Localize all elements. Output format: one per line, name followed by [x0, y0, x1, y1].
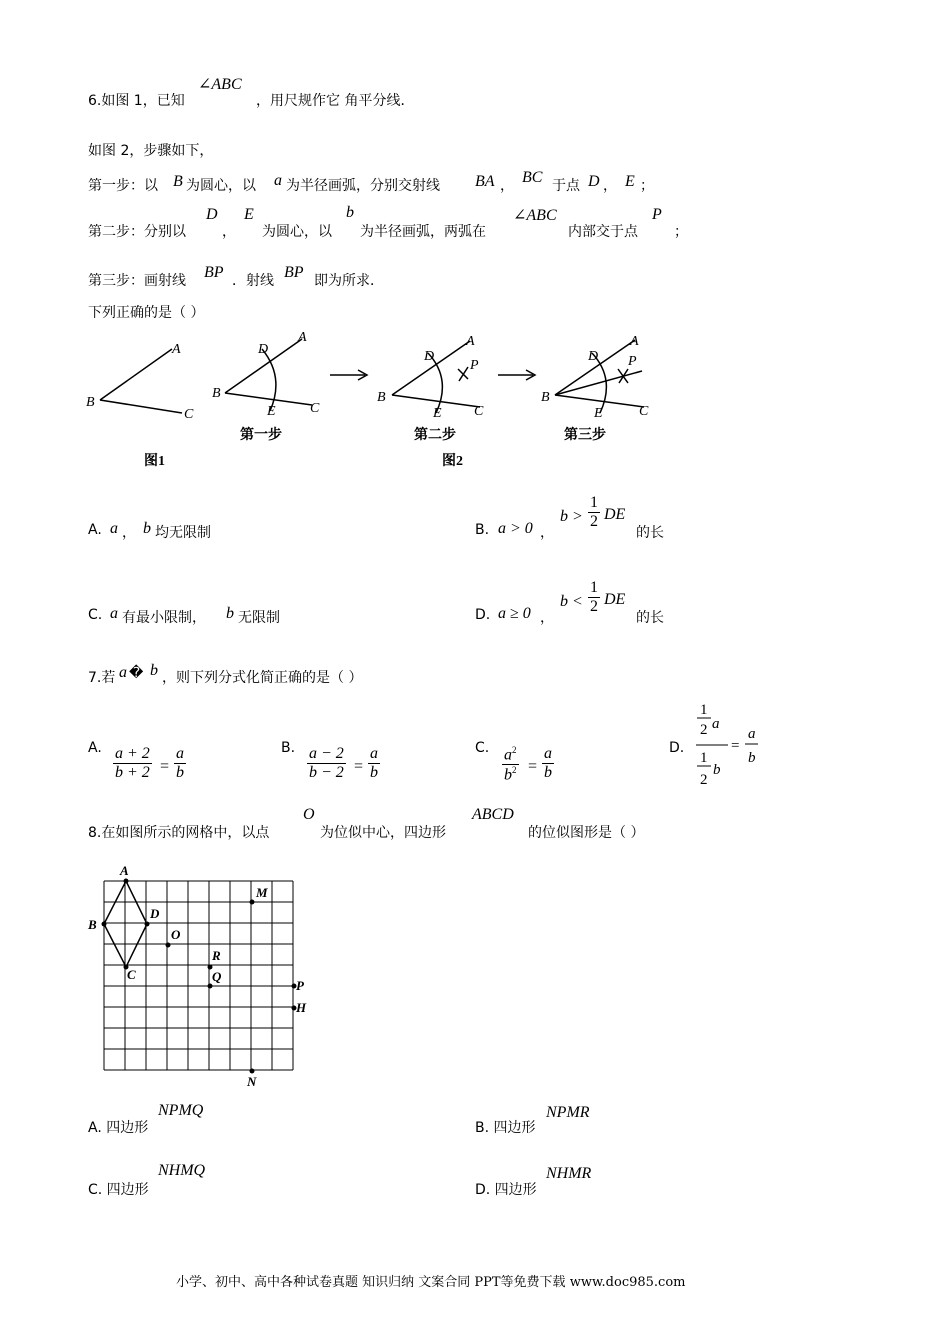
label-r: R [212, 948, 221, 963]
q7-garbled-symbol: � [129, 665, 144, 681]
math-condition: a ≥ 0 [498, 605, 531, 622]
math-b-point: B [173, 173, 183, 190]
equals-sign: = [731, 738, 740, 754]
math-inequality: b > [560, 508, 583, 525]
q8-text: 为位似中心，四边形 [320, 825, 446, 841]
step2-label-d: D [424, 349, 435, 364]
equals-sign: = [160, 758, 170, 775]
fraction-numerator: a [370, 745, 378, 762]
math-quad-name: NPMR [546, 1104, 590, 1121]
math-inequality: b < [560, 593, 583, 610]
math-a: a [712, 716, 720, 732]
point-d [145, 922, 150, 927]
option-text: 无限制 [238, 610, 280, 626]
fraction-rhs [368, 746, 380, 781]
fig1-ray-ba [100, 349, 172, 400]
fraction-one-half [588, 495, 600, 530]
fraction-denominator: 2 [590, 513, 598, 530]
q6-angle-abc: ∠ABC [513, 207, 557, 224]
step3-label-p: P [628, 354, 637, 369]
page-footer[interactable]: 小学、初中、高中各种试卷真题 知识归纳 文案合同 PPT等免费下载 www.doc985.com [176, 1275, 686, 1290]
option-label: B. 四边形 [475, 1120, 536, 1136]
step2-label-b: B [377, 390, 386, 405]
point-m [250, 900, 255, 905]
step2-caption: 第二步 [414, 428, 456, 443]
label-o: O [171, 927, 181, 942]
math-b: b [504, 766, 512, 784]
fig1-label-b: B [86, 395, 95, 410]
option-label: B. [475, 522, 490, 538]
math-b: b [748, 750, 756, 766]
label-c: C [127, 967, 136, 982]
math-d: D [206, 206, 218, 223]
option-text: 的长 [636, 610, 664, 626]
fraction-numerator: a [176, 745, 184, 762]
option-text: ， [540, 525, 554, 541]
inner-denominator-two: 2 [700, 722, 708, 738]
q6-step2-text: 为圆心，以 [262, 224, 332, 240]
point-o [166, 943, 171, 948]
label-n: N [247, 1074, 257, 1089]
math-p: P [652, 206, 662, 223]
math-d: D [588, 173, 600, 190]
math-a: a [504, 746, 512, 764]
step2-label-e: E [433, 406, 442, 421]
math-segment-de: DE [604, 506, 626, 523]
step3-caption: 第三步 [564, 428, 606, 443]
math-a: a [110, 605, 118, 622]
step1-label-c: C [310, 401, 320, 416]
step1-caption: 第一步 [240, 428, 282, 443]
step1-label-d: D [258, 342, 269, 357]
fraction-numerator: a + 2 [115, 745, 150, 762]
option-label: D. 四边形 [475, 1182, 537, 1198]
label-m: M [256, 885, 268, 900]
label-d: D [150, 906, 160, 921]
fraction-numerator: 1 [590, 579, 598, 596]
math-e: E [244, 206, 254, 223]
step2-label-p: P [470, 358, 479, 373]
step3-label-c: C [639, 404, 649, 419]
option-text: 均无限制 [155, 525, 211, 541]
inner-denominator-two: 2 [700, 772, 708, 788]
exponent: 2 [512, 765, 517, 776]
fraction-lhs [307, 746, 346, 781]
option-label: C. 四边形 [88, 1182, 149, 1198]
math-ray-bp: BP [204, 264, 224, 281]
math-b: b [226, 605, 234, 622]
fraction-denominator: b − 2 [309, 764, 344, 781]
q6-step2-text: ； [674, 224, 688, 240]
math-condition: a > 0 [498, 520, 533, 537]
step3-ray-bp [555, 371, 642, 395]
option-label: D. [475, 607, 491, 623]
q6-step2-text: 为半径画弧，两弧在 [360, 224, 486, 240]
fraction-denominator: b + 2 [115, 764, 150, 781]
math-b: b [143, 520, 151, 537]
q6-intro-text-2: ，用尺规作它 角平分线． [256, 93, 415, 109]
step3-label-d: D [588, 349, 599, 364]
option-label: D. [669, 740, 685, 756]
math-b: b [346, 204, 354, 221]
fraction-lhs [113, 746, 152, 781]
label-q: Q [212, 969, 222, 984]
fraction-one-half [588, 580, 600, 615]
math-abcd: ABCD [472, 806, 514, 823]
option-label: A. [88, 740, 102, 756]
option-label: C. [475, 740, 490, 756]
math-a: a [119, 664, 127, 681]
q7-text: 7.若 [88, 670, 116, 686]
point-q [208, 984, 213, 989]
option-label: A. [88, 522, 102, 538]
step2-label-c: C [474, 404, 484, 419]
math-a: a [274, 172, 282, 189]
q6-step1-text: ； [640, 178, 654, 194]
fraction-numerator: 1 [590, 494, 598, 511]
fig2-caption: 图2 [442, 454, 463, 469]
fraction-denominator: b [544, 764, 552, 781]
q6-step2-text: ， [222, 224, 236, 240]
q6-step3-text: 第三步：画射线 [88, 273, 186, 289]
q6-step3-text: 即为所求． [314, 273, 384, 289]
math-ray-bc: BC [522, 169, 543, 186]
q6-step2-text: 内部交于点 [568, 224, 638, 240]
label-a: A [120, 863, 129, 878]
math-e: E [625, 173, 635, 190]
q6-step2-text: 第二步：分别以 [88, 224, 186, 240]
option-text: ， [540, 610, 554, 626]
equals-sign: = [528, 758, 538, 775]
fraction-numerator [502, 746, 519, 765]
inner-numerator-one: 1 [700, 750, 708, 766]
step3-label-e: E [594, 406, 603, 421]
q6-figure [80, 325, 660, 475]
q6-angle-abc: ∠ABC [198, 76, 242, 93]
step1-label-a: A [298, 330, 307, 345]
math-o: O [303, 806, 315, 823]
q6-intro-text: 6.如图 1，已知 [88, 93, 185, 109]
option-label: A. 四边形 [88, 1120, 149, 1136]
label-b: B [88, 917, 97, 932]
fraction-numerator: a − 2 [309, 745, 344, 762]
math-segment-de: DE [604, 591, 626, 608]
option-label: C. [88, 607, 103, 623]
math-a: a [748, 726, 756, 742]
step1-label-b: B [212, 386, 221, 401]
fraction-rhs [542, 746, 554, 781]
option-text: 的长 [636, 525, 664, 541]
fraction-numerator: a [544, 745, 552, 762]
equals-sign: = [354, 758, 364, 775]
math-a: a [110, 520, 118, 537]
fig1-ray-bc [100, 400, 182, 413]
q8-text: 的位似图形是（ ） [528, 825, 645, 841]
step3-label-b: B [541, 390, 550, 405]
step3-label-a: A [630, 334, 639, 349]
q6-step1-text: 第一步：以 [88, 178, 158, 194]
q6-step1-text: 为圆心，以 [186, 178, 256, 194]
math-b: b [713, 762, 721, 778]
fig1-label-a: A [172, 342, 181, 357]
fig1-label-c: C [184, 407, 194, 422]
q8-text: 8.在如图所示的网格中，以点 [88, 825, 270, 841]
math-b: b [150, 662, 158, 679]
q6-question: 下列正确的是（ ） [88, 305, 205, 321]
label-p: P [296, 978, 304, 993]
exponent: 2 [512, 745, 517, 755]
q6-steps-intro: 如图 2，步骤如下， [88, 143, 214, 159]
point-b [102, 922, 107, 927]
inner-numerator-one: 1 [700, 702, 708, 718]
complex-fraction [694, 700, 764, 792]
math-quad-name: NHMQ [158, 1162, 206, 1179]
q6-step1-text: 为半径画弧，分别交射线 [286, 178, 440, 194]
step2-arc-mark-2 [459, 367, 468, 381]
fraction-denominator: b [176, 764, 184, 781]
fraction-denominator [502, 765, 519, 783]
step1-label-e: E [267, 404, 276, 419]
point-n [250, 1069, 255, 1074]
fraction-lhs [502, 746, 519, 784]
fig1-caption: 图1 [144, 454, 165, 469]
fraction-rhs [174, 746, 186, 781]
q8-grid-figure [80, 860, 330, 1095]
q6-step1-text: 于点 [552, 178, 580, 194]
fraction-denominator: 2 [590, 598, 598, 615]
math-ray-bp: BP [284, 264, 304, 281]
math-quad-name: NHMR [546, 1165, 592, 1182]
math-quad-name: NPMQ [158, 1102, 204, 1119]
q6-step3-text: ．射线 [232, 273, 274, 289]
fraction-denominator: b [370, 764, 378, 781]
option-text: 有最小限制， [122, 610, 206, 626]
option-text: ， [122, 525, 136, 541]
q6-step1-text: ， [500, 178, 514, 194]
step2-label-a: A [466, 334, 475, 349]
math-ray-ba: BA [475, 173, 495, 190]
q7-text: ，则下列分式化简正确的是（ ） [162, 670, 363, 686]
label-h: H [296, 1000, 307, 1015]
option-label: B. [281, 740, 296, 756]
q6-step1-text: ， [603, 178, 617, 194]
point-a [124, 879, 129, 884]
